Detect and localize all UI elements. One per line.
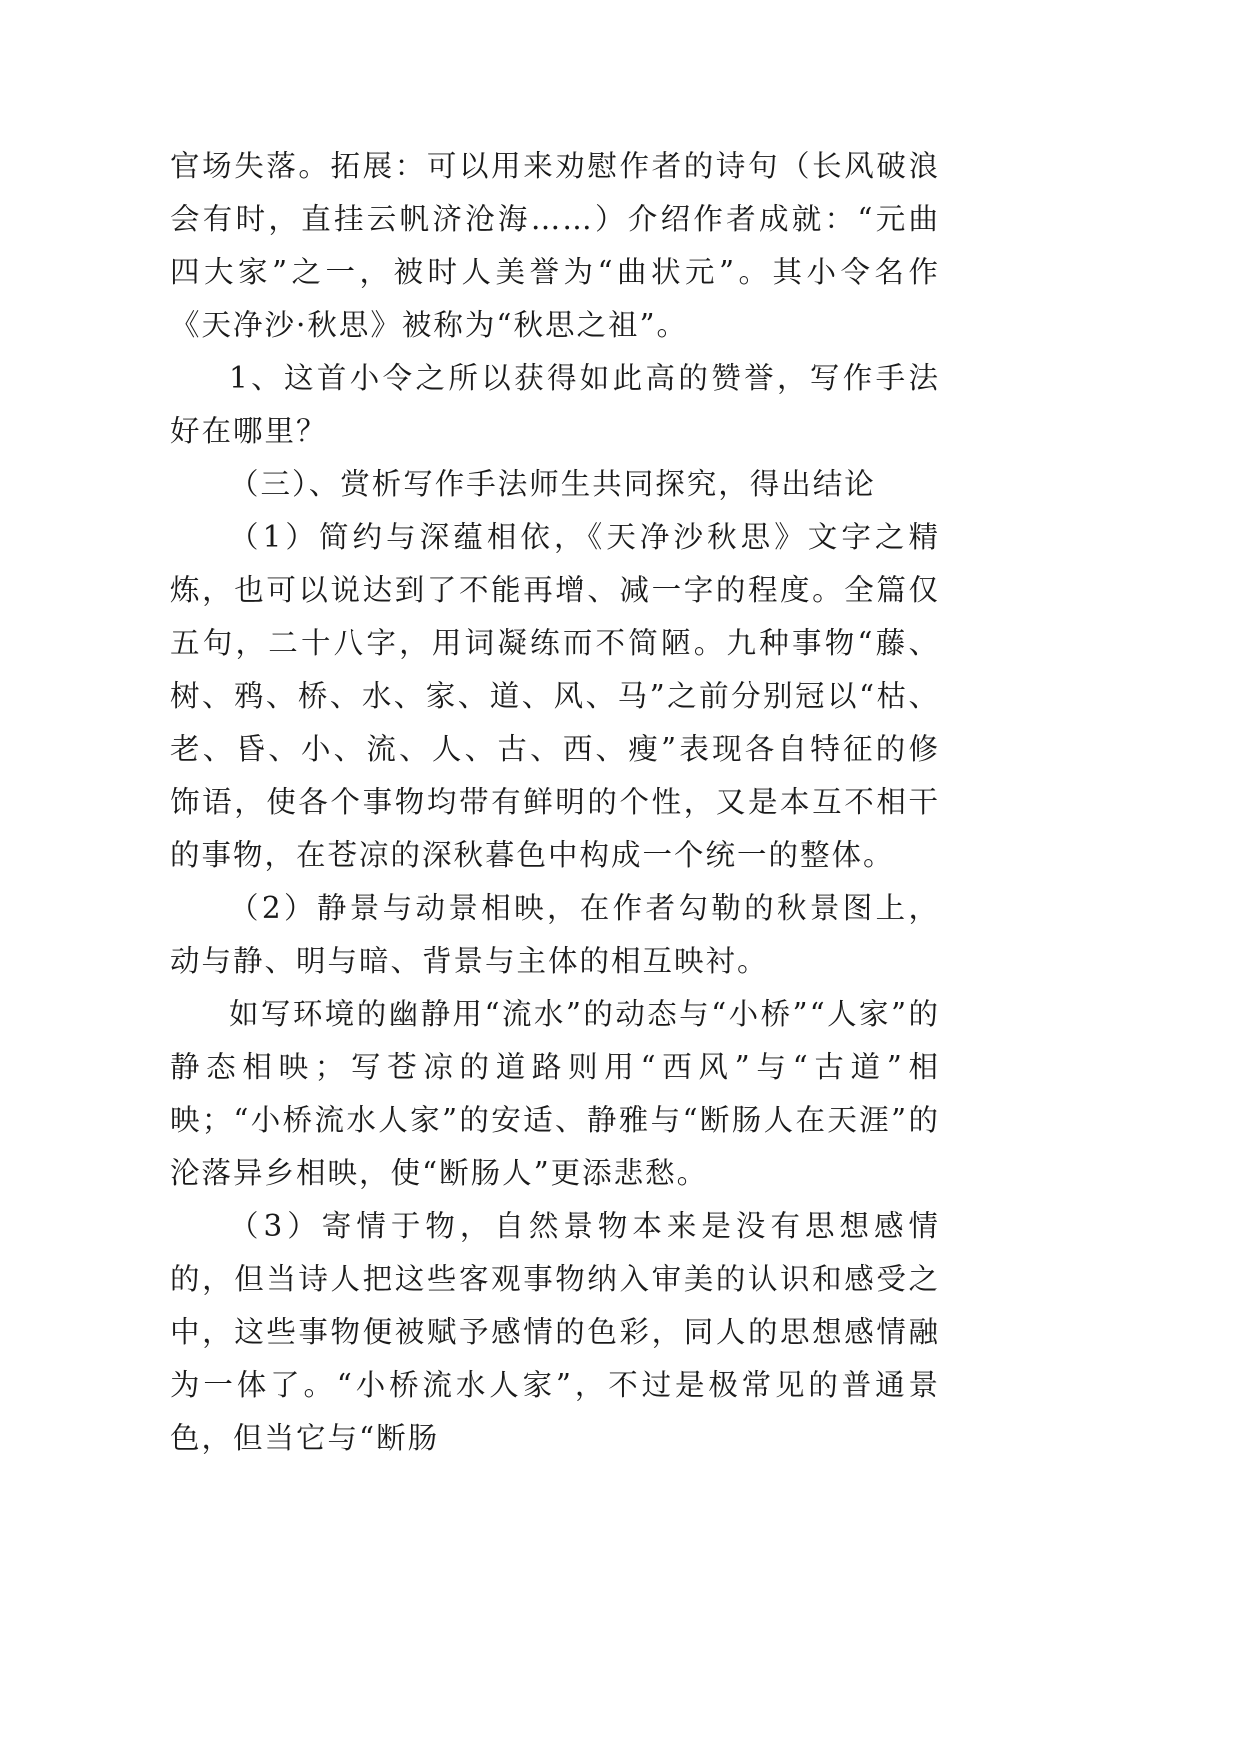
paragraph-2: 1、这首小令之所以获得如此高的赞誉，写作手法好在哪里？: [170, 361, 940, 448]
section-heading-3: （三）、赏析写作手法师生共同探究，得出结论: [229, 467, 876, 501]
paragraph-5: （2）静景与动景相映，在作者勾勒的秋景图上，动与静、明与暗、背景与主体的相互映衬。: [170, 891, 940, 978]
paragraph-4: （1）简约与深蕴相依，《天净沙秋思》文字之精炼，也可以说达到了不能再增、减一字的程度。全篇仅五句，二十八字，用词凝练而不简陋。九种事物“藤、树、鸦、桥、水、家、道、风、马”之前分别冠以“枯、老、昏、小、流、人、古、西、瘦”表现各自特征的修饰语，使各个事物均带有鲜明的个性，又是本互不相干的事物，在苍凉的深秋暮色中构成一个统一的整体。: [170, 520, 940, 872]
paragraph-1: 官场失落。拓展：可以用来劝慰作者的诗句（长风破浪会有时，直挂云帆济沧海……）介绍作者成就：“元曲四大家”之一，被时人美誉为“曲状元”。其小令名作《天净沙·秋思》被称为“秋思之祖”。: [170, 149, 940, 342]
paragraph-7: （3）寄情于物，自然景物本来是没有思想感情的，但当诗人把这些客观事物纳入审美的认识和感受之中，这些事物便被赋予感情的色彩，同人的思想感情融为一体了。“小桥流水人家”，不过是极常见的普通景色，但当它与“断肠: [170, 1209, 940, 1455]
paragraph-6: 如写环境的幽静用“流水”的动态与“小桥”“人家”的静态相映；写苍凉的道路则用“西风”与“古道”相映；“小桥流水人家”的安适、静雅与“断肠人在天涯”的沦落异乡相映，使“断肠人”更添悲愁。: [170, 997, 940, 1190]
document-body: [170, 140, 940, 1465]
